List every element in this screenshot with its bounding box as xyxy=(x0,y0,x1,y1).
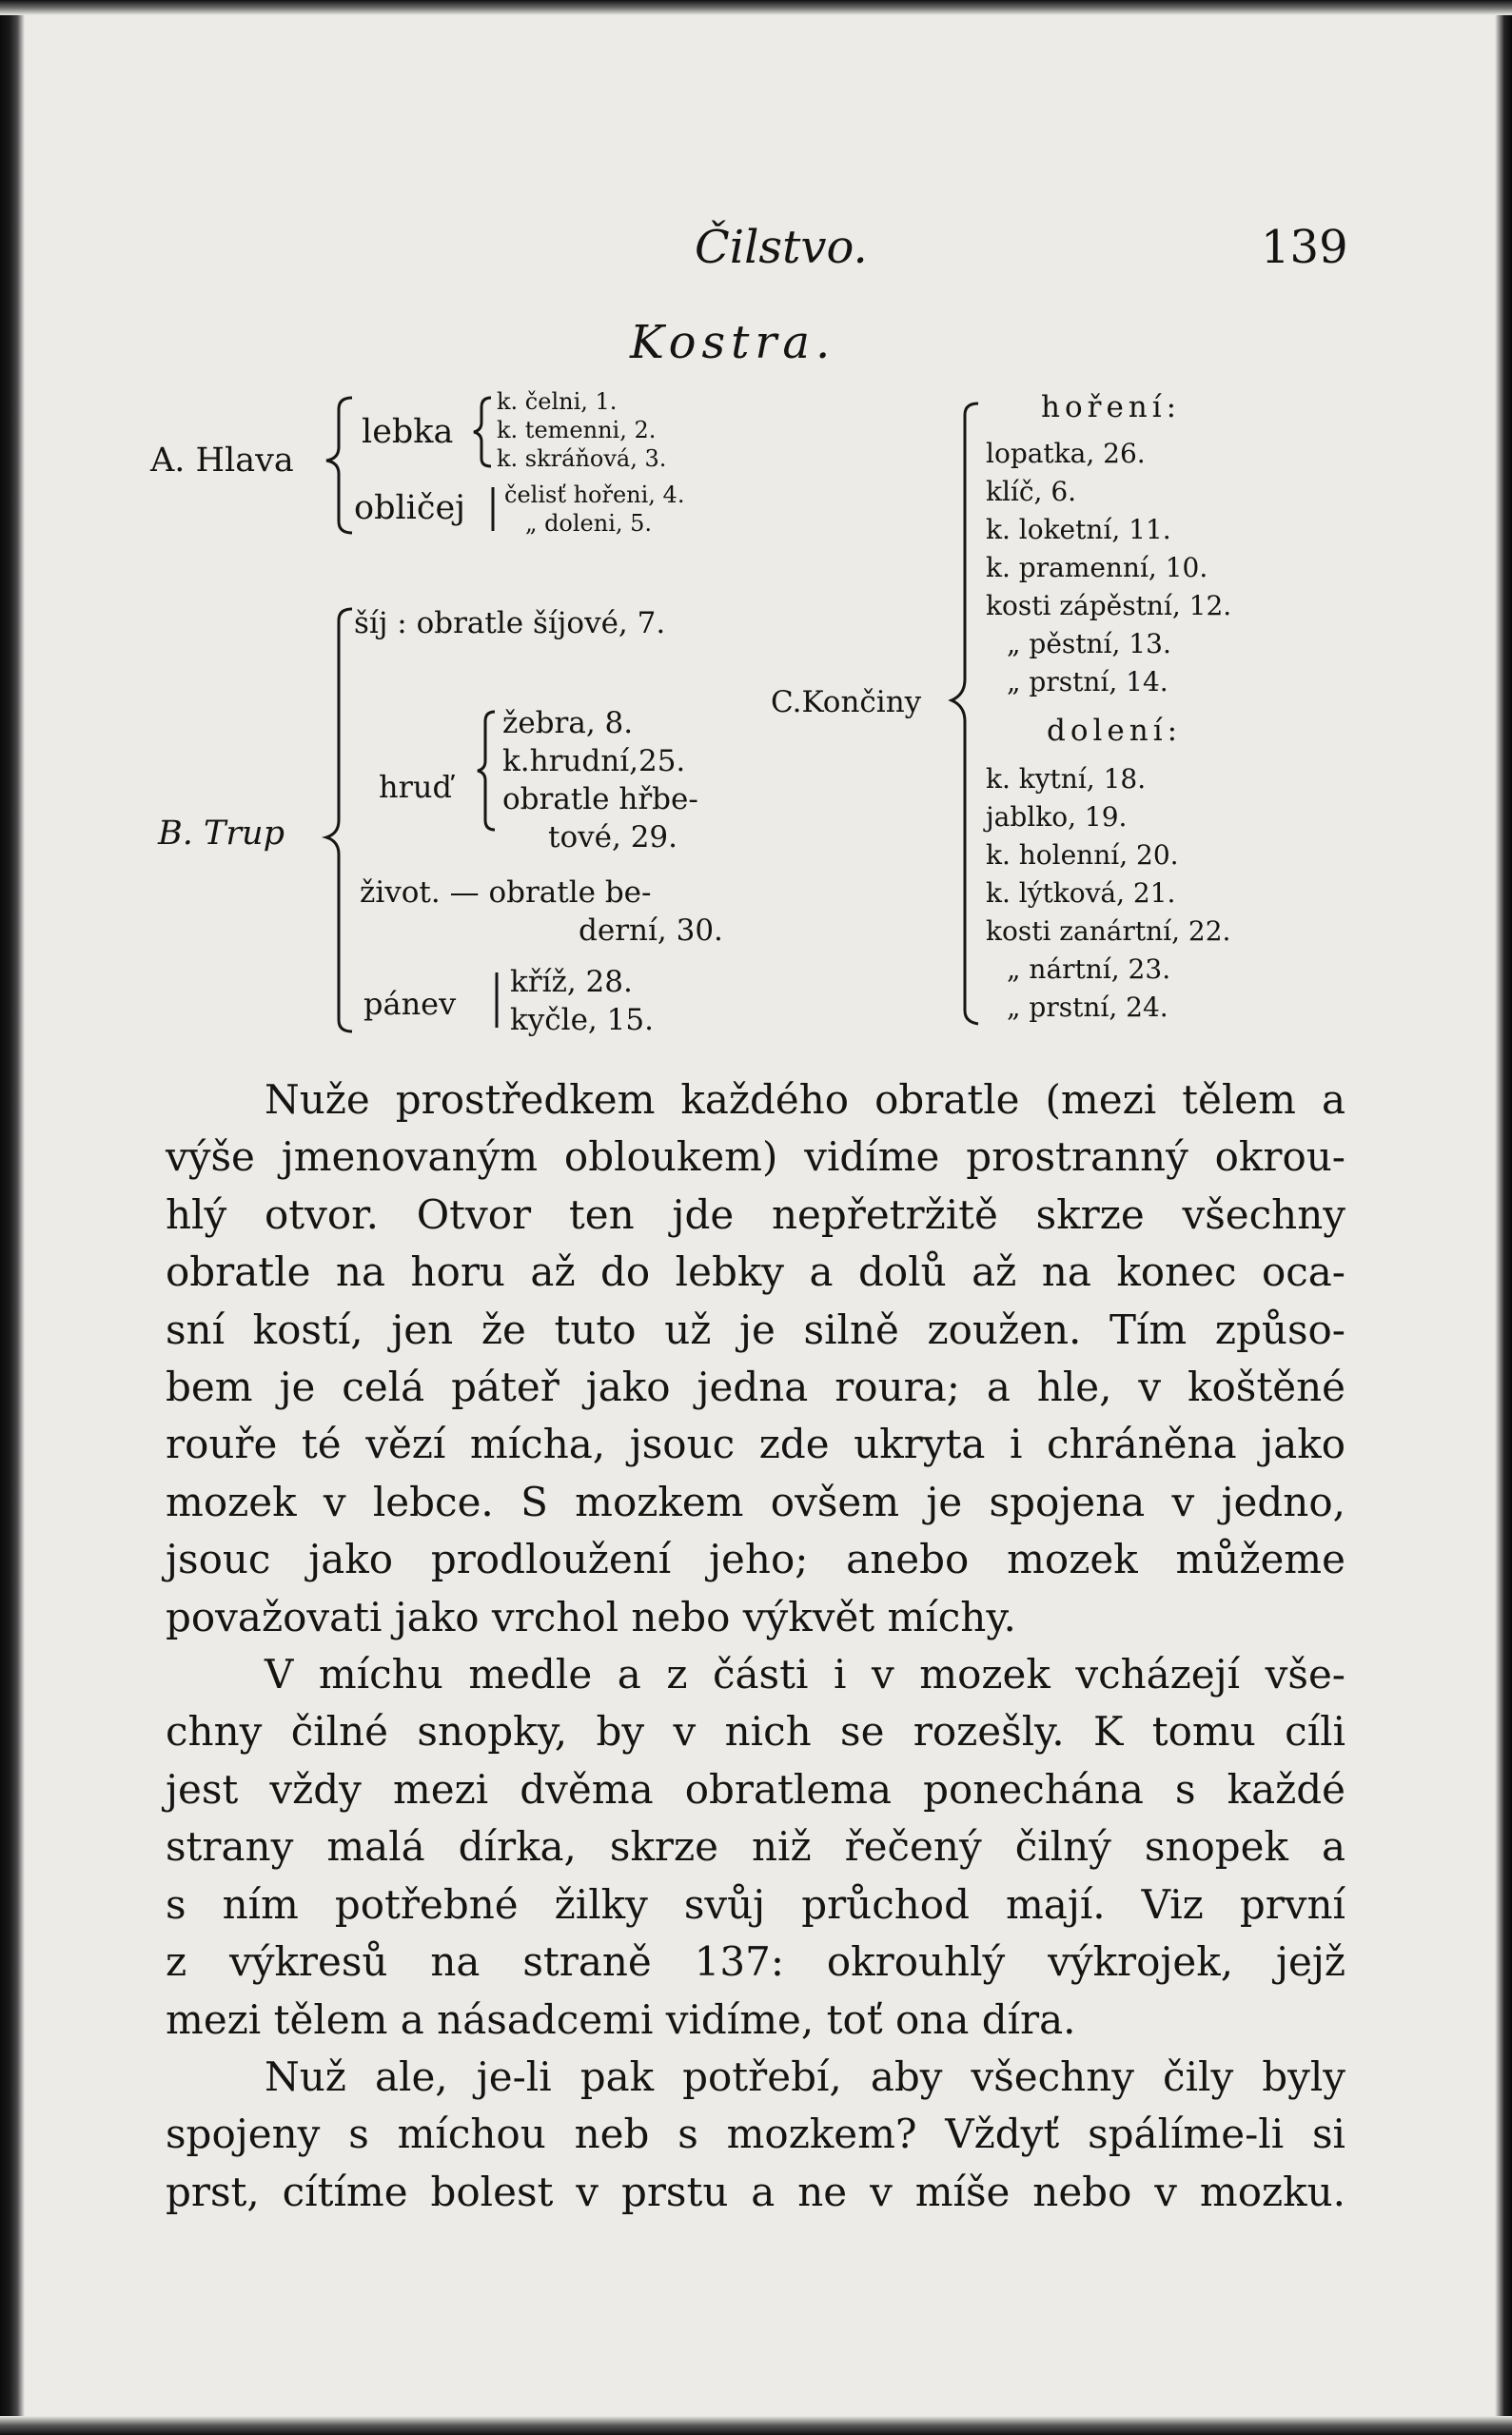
page-number: 139 xyxy=(1261,221,1348,274)
body-line: hlý otvor. Otvor ten jde nepřetržitě skrze všechny xyxy=(166,1190,1345,1238)
body-line: Nuže prostředkem každého obratle (mezi tělem a xyxy=(265,1076,1345,1123)
table-title: Kostra. xyxy=(630,316,836,369)
running-header-title: Čilstvo. xyxy=(695,221,868,274)
horeni-heading: hoření: xyxy=(1041,390,1182,424)
body-line: prst, cítíme bolest v prstu a ne v míše nebo v mozku. xyxy=(166,2168,1345,2215)
lebka-item: k. čelni, 1. xyxy=(497,388,618,415)
sij-entry: šíj : obratle šíjové, 7. xyxy=(354,606,666,640)
body-line: z výkresů na straně 137: okrouhlý výkrojek, jejž xyxy=(166,1938,1345,1986)
section-label-b-trup: B. Trup xyxy=(158,815,285,853)
horeni-item: k. loketní, 11. xyxy=(986,514,1171,545)
oblicej-label: obličej xyxy=(354,489,466,527)
doleni-item: k. lýtková, 21. xyxy=(986,877,1176,909)
horeni-item: k. pramenní, 10. xyxy=(986,552,1208,583)
brace-lebka xyxy=(474,398,491,466)
scan-edge-right xyxy=(1495,0,1512,2435)
section-label-a-hlava: A. Hlava xyxy=(150,442,294,480)
body-line: mezi tělem a násadcemi vidíme, toť ona díra. xyxy=(166,1995,1076,2043)
body-line: spojeny s míchou neb s mozkem? Vždyť spálíme-li si xyxy=(166,2111,1345,2158)
body-line: s ním potřebné žilky svůj průchod mají. Viz první xyxy=(166,1880,1345,1928)
brace-trup xyxy=(326,609,352,1031)
section-label-c-konciny: C.Končiny xyxy=(771,685,922,719)
doleni-item: „ prstní, 24. xyxy=(1007,992,1168,1023)
hrud-label: hruď xyxy=(379,769,452,805)
doleni-item: jablko, 19. xyxy=(986,801,1128,833)
brace-hrud xyxy=(478,712,495,830)
horeni-item: lopatka, 26. xyxy=(986,438,1146,469)
oblicej-item: čelisť hořeni, 4. xyxy=(504,481,685,508)
brace-konciny xyxy=(952,403,978,1024)
body-text xyxy=(166,1071,1345,2221)
hrud-item: obratle hřbe- xyxy=(502,782,698,816)
doleni-item: k. kytní, 18. xyxy=(986,763,1147,795)
horeni-item: „ pěstní, 13. xyxy=(1007,628,1171,659)
body-line: rouře té vězí mícha, jsouc zde ukryta i chráněna jako xyxy=(166,1421,1345,1468)
panev-item: kříž, 28. xyxy=(510,965,633,999)
body-line: sní kostí, jen že tuto už je silně zoužen. Tím způso- xyxy=(166,1306,1345,1353)
horeni-item: „ prstní, 14. xyxy=(1007,666,1168,697)
body-line: Nuž ale, je-li pak potřebí, aby všechny čily byly xyxy=(265,2052,1345,2100)
hrud-item: k.hrudní,25. xyxy=(502,744,686,778)
body-line: bem je celá páteř jako jedna roura; a hle, v koštěné xyxy=(166,1364,1345,1411)
hrud-item: žebra, 8. xyxy=(502,706,634,740)
body-line: obratle na horu až do lebky a dolů až na konec oca- xyxy=(166,1248,1345,1296)
body-line: jest vždy mezi dvěma obratlema ponechána s každé xyxy=(166,1765,1345,1813)
scan-edge-left xyxy=(0,0,25,2435)
body-line: výše jmenovaným obloukem) vidíme prostranný okrou- xyxy=(166,1133,1345,1181)
panev-label: pánev xyxy=(363,986,457,1022)
body-line: strany malá dírka, skrze niž řečený čilný snopek a xyxy=(166,1823,1345,1871)
body-line: V míchu medle a z části i v mozek vcházejí vše- xyxy=(265,1651,1345,1699)
scan-edge-top xyxy=(0,0,1512,15)
doleni-item: „ nártní, 23. xyxy=(1007,953,1171,985)
doleni-item: k. holenní, 20. xyxy=(986,839,1179,871)
body-line: považovati jako vrchol nebo výkvět míchy. xyxy=(166,1593,1016,1640)
horeni-item: kosti zápěstní, 12. xyxy=(986,590,1232,621)
zivot-entry: život. — obratle be- xyxy=(360,875,652,910)
oblicej-item: „ doleni, 5. xyxy=(525,510,653,537)
doleni-item: kosti zanártní, 22. xyxy=(986,915,1231,947)
hrud-item: tové, 29. xyxy=(548,820,677,854)
doleni-heading: dolení: xyxy=(1047,714,1183,748)
body-line: chny čilné snopky, by v nich se rozešly. K tomu cíli xyxy=(166,1708,1345,1756)
panev-item: kyčle, 15. xyxy=(510,1003,654,1037)
body-line: jsouc jako prodloužení jeho; anebo mozek můžeme xyxy=(166,1536,1345,1583)
scan-edge-bottom xyxy=(0,2416,1512,2435)
zivot-entry: derní, 30. xyxy=(579,913,723,948)
lebka-item: k. temenni, 2. xyxy=(497,417,657,443)
brace-hlava xyxy=(326,398,352,533)
body-line: mozek v lebce. S mozkem ovšem je spojena v jedno, xyxy=(166,1478,1345,1525)
lebka-item: k. skráňová, 3. xyxy=(497,445,667,472)
lebka-label: lebka xyxy=(362,413,454,451)
horeni-item: klíč, 6. xyxy=(986,476,1077,507)
